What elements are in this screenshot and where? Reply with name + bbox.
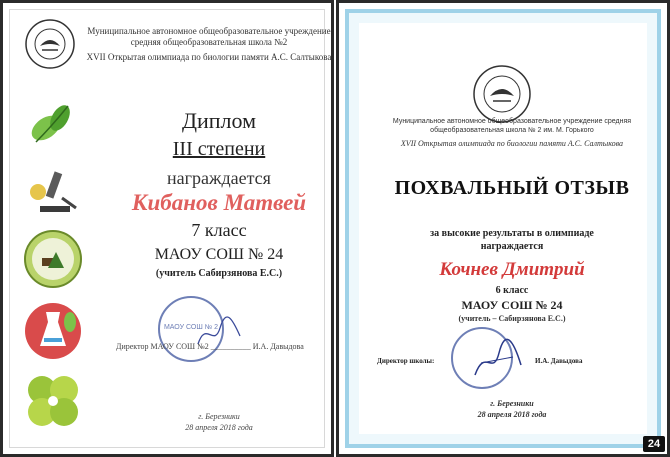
director-name: И.А. Давыдова [535, 357, 583, 365]
student-grade: 6 класс [495, 285, 529, 296]
signature-icon [473, 337, 523, 381]
commendation-panel [336, 0, 670, 457]
stamp-text: МАОУ СОШ № 2 [163, 324, 219, 331]
student-name: Кочнев Дмитрий [439, 259, 585, 280]
school-emblem-icon [471, 63, 533, 125]
city: г. Березники [490, 399, 534, 408]
clover-icon [22, 370, 84, 432]
certificate-sheet [359, 23, 647, 434]
certificate-frame [345, 9, 661, 448]
nature-icon [22, 228, 84, 290]
director-label: Директор школы: [377, 357, 435, 365]
school-stamp [451, 327, 513, 389]
date: 28 апреля 2018 года [477, 410, 547, 419]
student-school: МАОУ СОШ № 24 [154, 246, 284, 263]
diploma-sheet [9, 9, 332, 448]
award-reason: за высокие результаты в олимпиаде [430, 228, 594, 239]
school-stamp [158, 296, 224, 362]
school-emblem-icon [24, 18, 76, 70]
student-school: МАОУ СОШ № 24 [461, 298, 563, 312]
director-signature-line: Директор МАОУ СОШ №2 __________ И.А. Давыдова [116, 342, 304, 351]
certificate-title: ПОХВАЛЬНЫЙ ОТЗЫВ [394, 177, 630, 199]
microscope-icon [22, 162, 84, 224]
teacher-name: (учитель Сабирзянова Е.С.) [155, 268, 283, 279]
student-grade: 7 класс [191, 220, 247, 240]
student-name: Кибанов Матвей [131, 190, 307, 215]
olympiad-name: XVII Открытая олимпиада по биологии памяти А.С. Салтыкова [86, 52, 332, 62]
organization-name: Муниципальное автономное общеобразовательное учреждение средняя общеобразовательная школа №2 [87, 26, 331, 47]
teacher-name: (учитель – Сабирзянова Е.С.) [458, 314, 566, 323]
corner-badge: 24 [643, 436, 665, 452]
organization-name: Муниципальное автономное общеобразовательное учреждение средняя общеобразовательная школа № 2 им. М. Горького [392, 118, 632, 134]
city: г. Березники [198, 412, 240, 421]
awarded-label: награждается [480, 241, 544, 252]
awarded-label: награждается [167, 168, 271, 188]
chemistry-icon [22, 300, 84, 362]
diploma-title: Диплом [181, 108, 257, 133]
diploma-panel [0, 0, 334, 457]
olympiad-name: XVII Открытая олимпиада по биологии памяти А.С. Салтыкова [400, 139, 624, 148]
leaf-icon [22, 92, 84, 154]
date: 28 апреля 2018 года [185, 423, 253, 432]
diploma-degree: III степени [172, 138, 266, 160]
